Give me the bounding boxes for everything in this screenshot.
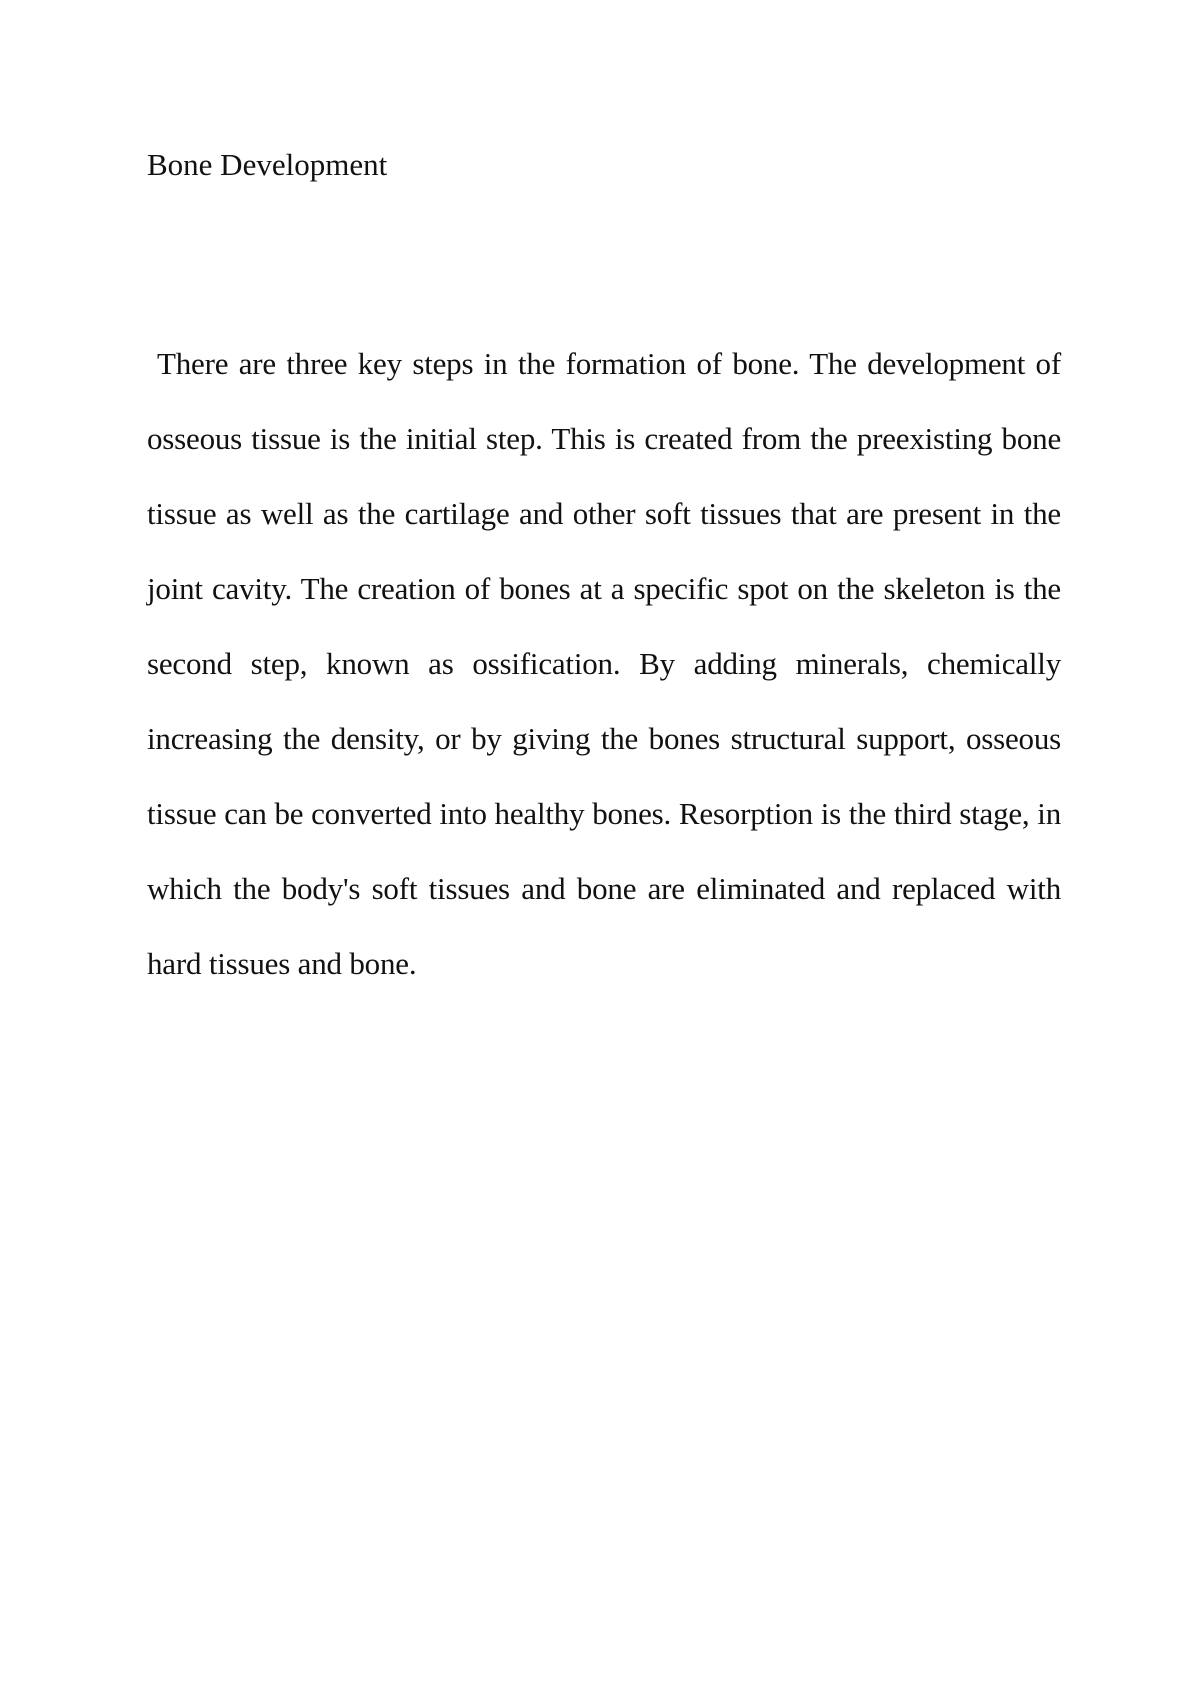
document-title: Bone Development	[147, 147, 388, 182]
body-paragraph: There are three key steps in the formation of bone. The development of osseous tissue is the initial step. This is created from the preexisting bone tissue as well as the cartilage and other soft tissues that are present in the joint cavity. The creation of bones at a specific spot on the skeleton is the second step, known as ossification. By adding minerals, chemically increasing the density, or by giving the bones structural support, osseous tissue can be converted into healthy bones. Resorption is the third stage, in which the body's soft tissues and bone are eliminated and replaced with hard tissues and bone.	[147, 346, 1061, 981]
